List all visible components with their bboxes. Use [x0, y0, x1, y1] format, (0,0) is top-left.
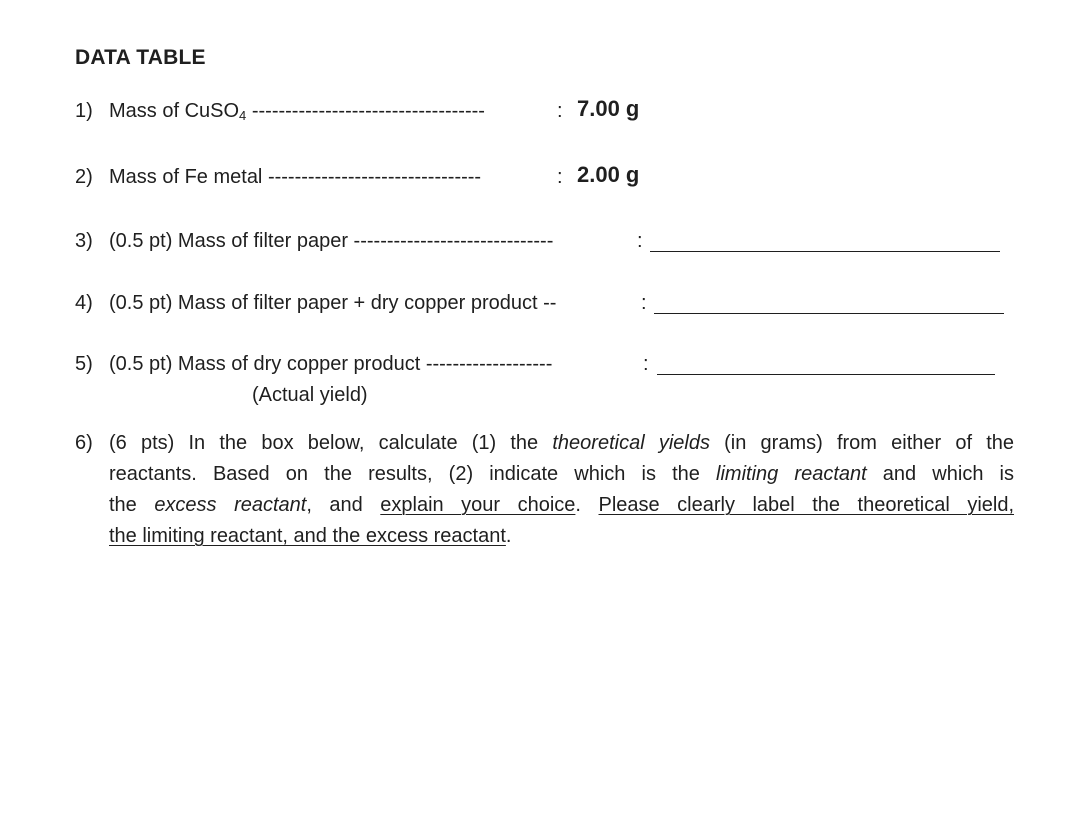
item-5-row [0, 352, 1071, 378]
q6-l2-text-a: reactants. Based on the results, (2) indicate which is the [109, 463, 717, 485]
item-5-answer-blank[interactable] [657, 352, 995, 375]
item-1-number: 1) [75, 100, 93, 122]
item-2-row [0, 162, 1071, 191]
item-4-colon: : [641, 292, 647, 314]
item-5-label [109, 352, 552, 376]
q6-l1-text-c: (in grams) from either of the [709, 432, 1014, 454]
q6-l2-text-c: and which is [866, 463, 1015, 485]
q6-label-instruction-underlined-cont: the limiting reactant, and the excess reactant [109, 525, 506, 547]
item-3-label-text: (0.5 pt) Mass of filter paper [109, 230, 348, 252]
item-3-colon: : [637, 230, 643, 252]
q6-l3-text-e: . [575, 494, 599, 516]
q6-l4-period: . [505, 525, 512, 547]
item-1-label [109, 99, 485, 128]
item-3-number: 3) [75, 230, 93, 252]
q6-term-theoretical-yields: theoretical yields [552, 432, 710, 454]
item-3-row [0, 229, 1071, 255]
item-2-leader-dashes: -------------------------------- [267, 166, 482, 188]
q6-l1-text-a: (6 pts) In the box below, calculate (1) the [109, 432, 553, 454]
item-1-row [0, 96, 1071, 125]
item-2-label [109, 165, 481, 189]
question-6-line-3 [109, 490, 1014, 521]
item-4-label-text: (0.5 pt) Mass of filter paper + dry copper product [109, 292, 538, 314]
item-5-note: (Actual yield) [252, 384, 368, 406]
item-5-number: 5) [75, 353, 93, 375]
item-3-label [109, 229, 553, 253]
q6-term-limiting-reactant: limiting reactant [716, 463, 867, 485]
item-5-colon: : [643, 353, 649, 375]
item-3-answer-blank[interactable] [650, 229, 1000, 252]
item-1-colon: : [557, 100, 563, 122]
q6-label-instruction-underlined: Please clearly label the theoretical yield, [598, 494, 1015, 516]
item-1-leader-dashes: ----------------------------------- [251, 100, 485, 122]
item-5-leader-dashes: ------------------- [425, 353, 553, 375]
item-2-colon: : [557, 166, 563, 188]
item-4-label [109, 291, 556, 315]
question-6-number: 6) [75, 432, 93, 454]
item-4-number: 4) [75, 292, 93, 314]
item-4-answer-blank[interactable] [654, 291, 1004, 314]
data-table-heading: DATA TABLE [75, 46, 206, 69]
item-1-label-subscript: 4 [239, 108, 247, 123]
item-5-label-text: (0.5 pt) Mass of dry copper product [109, 353, 421, 375]
item-2-number: 2) [75, 166, 93, 188]
question-6-line-1 [109, 428, 1014, 459]
q6-l3-text-c: , and [306, 494, 381, 516]
item-4-leader-dashes: -- [543, 292, 557, 314]
item-1-value: 7.00 g [577, 96, 640, 121]
question-6-text [109, 428, 1014, 552]
item-1-label-text: Mass of CuSO [109, 100, 240, 122]
item-2-label-text: Mass of Fe metal [109, 166, 263, 188]
q6-l3-text-a: the [109, 494, 155, 516]
q6-explain-choice-underlined: explain your choice [380, 494, 576, 516]
item-3-leader-dashes: ------------------------------ [353, 230, 554, 252]
q6-term-excess-reactant: excess reactant [154, 494, 307, 516]
item-2-value: 2.00 g [577, 162, 640, 187]
question-6-line-4 [109, 521, 1014, 552]
question-6-line-2 [109, 459, 1014, 490]
item-4-row [0, 291, 1071, 317]
